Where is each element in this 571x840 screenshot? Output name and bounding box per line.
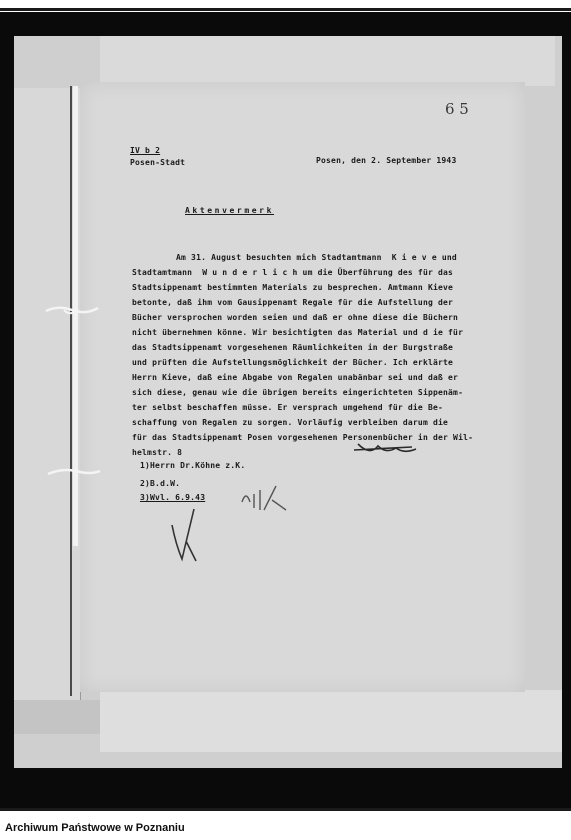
back-paper-top (100, 36, 555, 86)
archive-footer (0, 808, 571, 840)
distribution-line: 2)B.d.W. (140, 479, 181, 488)
body-line: helmstr. 8 (132, 448, 183, 457)
signature-image (352, 440, 420, 460)
distribution-line: 3)Wvl. 6.9.43 (140, 493, 206, 502)
reference-office: Posen-Stadt (130, 158, 186, 167)
reference-code: IV b 2 (130, 146, 161, 155)
handwritten-mark (166, 505, 206, 565)
binding-string-lower (46, 462, 102, 472)
body-line: für das Stadtsippenamt Posen vorgesehenen Personenbücher in der Wil- (132, 433, 474, 442)
body-line: Bücher versprochen worden seien und daß er ohne diese die Büchern (132, 313, 459, 322)
document-title: Aktenvermerk (185, 206, 274, 215)
back-paper-bottom (100, 690, 562, 752)
body-line: betonte, daß ihm vom Gausippenamt Regale für die Aufstellung der (132, 298, 454, 307)
archive-label: Archiwum Państwowe w Poznaniu (5, 822, 185, 834)
binding-spine (73, 86, 78, 546)
body-line: und prüften die Aufstellungsmöglichkeit der Bücher. Ich erklärte (132, 358, 454, 367)
binding-edge (70, 86, 72, 696)
body-line: sich diese, genau wie die übrigen bereits eingerichteten Sippenäm- (132, 388, 464, 397)
place-date: Posen, den 2. September 1943 (316, 156, 457, 165)
body-line: Am 31. August besuchten mich Stadtamtmann K i e v e und (176, 253, 457, 262)
body-line: schaffung von Regalen zu sorgen. Vorläufig verbleiben darum die (132, 418, 449, 427)
body-line: nicht übernehmen könne. Wir besichtigten das Material und d ie für (132, 328, 464, 337)
body-line: ter selbst beschaffen müsse. Er versprach umgehend für die Be- (132, 403, 444, 412)
body-line: Herrn Kieve, daß eine Abgabe von Regalen unabänbar sei und daß er (132, 373, 459, 382)
handwritten-initials (238, 480, 298, 520)
top-bar (0, 0, 571, 12)
body-line: Stadtsippenamt bestimmten Materials zu besprechen. Amtmann Kieve (132, 283, 454, 292)
body-line: das Stadtsippenamt vorgesehenen Räumlichkeiten in der Burgstraße (132, 343, 454, 352)
distribution-line: 1)Herrn Dr.Köhne z.K. (140, 461, 246, 470)
page-number-handwritten: 6 5 (445, 100, 469, 118)
binding-string-upper (44, 300, 100, 310)
back-paper-strip (14, 700, 100, 734)
body-line: Stadtamtmann W u n d e r l i c h um die Überführung des für das (132, 268, 454, 277)
